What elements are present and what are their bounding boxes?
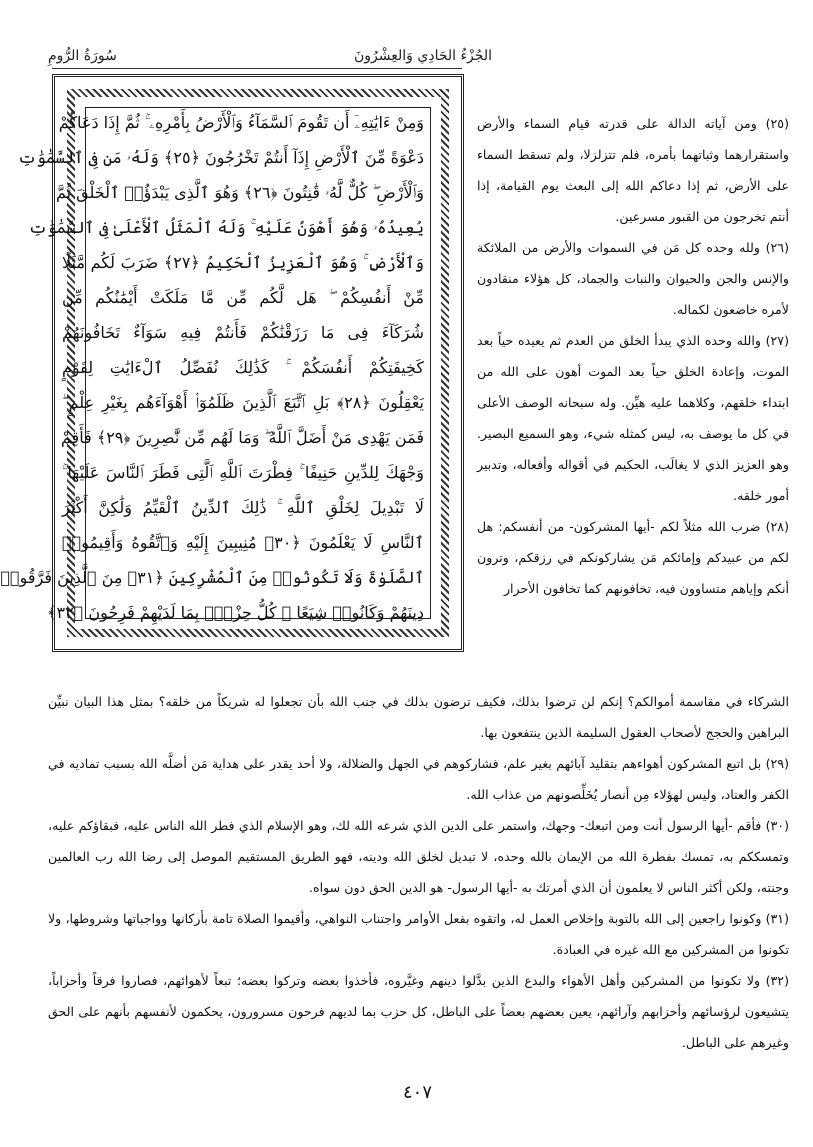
quran-line: ٱلنَّاسِ لَا يَعْلَمُونَ ﴿٣٠﴾ مُنِيبِينَ إِلَيْهِ وَٱتَّقُوهُ وَأَقِيمُوا۟ xyxy=(62,533,424,552)
tafsir-full-width xyxy=(48,686,789,1058)
tafsir-paragraph: (٢٥) ومن آياته الدالة على قدرته قيام السماء والأرض واستقرارهما وثباتهما بأمره، فلم تتزلزلا، ولم تسقط السماء على الأرض، ثم إذا دعاكم الله إلى البعث يوم القيامة، إذا أنتم تخرجون من القبور مسرعين. xyxy=(477,116,789,224)
quran-line: دَعْوَةً مِّنَ ٱلْأَرْضِ إِذَآ أَنتُمْ تَخْرُجُونَ ﴿٢٥﴾ وَلَهُۥ مَن فِى ٱلسَّمَٰوَٰتِ xyxy=(17,148,424,167)
quran-line: شُرَكَآءَ فِى مَا رَزَقْنَٰكُمْ فَأَنتُمْ فِيهِ سَوَآءٌ تَخَافُونَهُمْ xyxy=(62,323,424,342)
tafsir-paragraph: (٢٦) ولله وحده كل مَن في السموات والأرض من الملائكة والإنس والجن والحيوان والنبات والجماد، كل هؤلاء منقادون لأمره خاضعون لكماله. xyxy=(477,240,789,317)
quran-line: كَخِيفَتِكُمْ أَنفُسَكُمْ ۚ كَذَٰلِكَ نُفَصِّلُ ٱلْءَايَٰتِ لِقَوْمٍ xyxy=(62,358,424,377)
tafsir-paragraph: (٣١) وكونوا راجعين إلى الله بالتوبة وإخلاص العمل له، واتقوه بفعل الأوامر واجتناب النواهي، وأقيموا الصلاة تامة بأركانها وواجباتها وشروطها، ولا تكونوا من المشركين مع الله غيره في العبادة. xyxy=(48,911,789,957)
tafsir-side-column xyxy=(477,108,789,604)
tafsir-paragraph: (٣٠) فأقم -أيها الرسول أنت ومن اتبعك- وجهك، واستمر على الدين الذي شرعه الله لك، وهو الإسلام الذي فطر الله الناس عليه، فبقاؤكم عليه، وتمسككم به، تمسك بفطرة الله من الإيمان بالله وحده، لا تبديل لخلق الله ودينه، فهو الطريق المستقيم الموصل إلى رضا الله رب العالمين وجنته، ولكن أكثر الناس لا يعلمون أن الذي أمرتك به -أيها الرسول- هو الدين الحق دون سواه. xyxy=(48,818,789,895)
tafsir-paragraph: (٢٧) والله وحده الذي يبدأ الخلق من العدم ثم يعيده حياً بعد الموت، وإعادة الخلق حياً بعد الموت أهون على الله من ابتداء خلقهم، وكلاهما عليه هيِّن. وله سبحانه الوصف الأعلى في كل ما يوصف به، ليس كمثله شيء، وهو السميع البصير. وهو العزيز الذي لا يغالَب، الحكيم في أقواله وأفعاله، وتدبير أمور خلقه. xyxy=(477,333,789,503)
quran-line: وَٱلْأَرْضِ ۚ وَهُوَ ٱلْعَزِيزُ ٱلْحَكِيمُ ﴿٢٧﴾ ضَرَبَ لَكُم مَّثَلًا xyxy=(62,253,424,272)
quran-line: وَمِنْ ءَايَٰتِهِۦٓ أَن تَقُومَ ٱلسَّمَآءُ وَٱلْأَرْضُ بِأَمْرِهِۦ ۚ ثُمَّ إِذَا دَعَاكُمْ xyxy=(58,113,424,132)
quran-line: وَٱلْأَرْضِ ۖ كُلٌّ لَّهُۥ قَٰنِتُونَ ﴿٢٦﴾ وَهُوَ ٱلَّذِى يَبْدَؤُا۟ ٱلْخَلْقَ ثُمَّ xyxy=(55,183,424,202)
quran-line: وَجْهَكَ لِلدِّينِ حَنِيفًا ۚ فِطْرَتَ ٱللَّهِ ٱلَّتِى فَطَرَ ٱلنَّاسَ عَلَيْهَا ۚ xyxy=(62,463,424,482)
tafsir-paragraph: (٣٢) ولا تكونوا من المشركين وأهل الأهواء والبدع الذين بدَّلوا دينهم وغيَّروه، فأخذوا بعضه وتركوا بعضه؛ تبعاً لأهوائهم، فصاروا فرقاً وأحزاباً، يتشيعون لرؤسائهم وأحزابهم وآرائهم، يعين بعضهم بعضاً على الباطل، كل حزب بما لديهم فرحون مسرورون، يحكمون لأنفسهم بأنهم على الحق وغيرهم على الباطل. xyxy=(48,973,789,1050)
juz-name-header: الجُزْءُ الحَادِي وَالعِشْرُونَ xyxy=(354,48,492,64)
quran-line: لَا تَبْدِيلَ لِخَلْقِ ٱللَّهِ ۚ ذَٰلِكَ ٱلدِّينُ ٱلْقَيِّمُ وَلَٰكِنَّ أَكْثَرَ xyxy=(62,498,425,517)
tafsir-paragraph: (٢٨) ضرب الله مثلاً لكم -أيها المشركون- من أنفسكم: هل لكم من عبيدكم وإمائكم مَن يشاركونكم في رزقكم، وترون أنكم وإياهم متساوون فيه، تخافونهم كما تخافون الأحرار xyxy=(477,519,789,596)
quran-line: يُعِيدُهُۥ وَهُوَ أَهْوَنُ عَلَيْهِ ۚ وَلَهُ ٱلْمَثَلُ ٱلْأَعْلَىٰ فِى ٱلسَّمَٰوَٰتِ xyxy=(28,218,424,237)
quran-line: ٱلصَّلَوٰةَ وَلَا تَكُونُوا۟ مِنَ ٱلْمُشْرِكِينَ ﴿٣١﴾ مِنَ ٱلَّذِينَ فَرَّقُوا۟ xyxy=(0,568,424,587)
quran-line: فَمَن يَهْدِى مَنْ أَضَلَّ ٱللَّهُ ۖ وَمَا لَهُم مِّن نَّٰصِرِينَ ﴿٢٩﴾ فَأَقِمْ xyxy=(60,428,424,447)
quran-line: دِينَهُمْ وَكَانُوا۟ شِيَعًا ۖ كُلُّ حِزْبٍۭ بِمَا لَدَيْهِمْ فَرِحُونَ ﴿٣٢﴾ xyxy=(47,603,424,622)
quran-line: مِّنْ أَنفُسِكُمْ ۖ هَل لَّكُم مِّن مَّا مَلَكَتْ أَيْمَٰنُكُم مِّن xyxy=(62,288,424,307)
tafsir-paragraph: (٢٩) بل اتبع المشركون أهواءهم بتقليد آبائهم بغير علم، فشاركوهم في الجهل والضلالة، ولا أحد يقدر على هداية مَن أضلَّه الله بسبب تماديه في الكفر والعناد، وليس لهؤلاء مِن أنصار يُخَلِّصونهم من عذاب الله. xyxy=(48,756,789,802)
surah-name-header: سُورَةُ الرُّومِ xyxy=(48,48,117,64)
header-divider xyxy=(52,68,462,69)
tafsir-paragraph: الشركاء في مقاسمة أموالكم؟ إنكم لن ترضوا بذلك، فكيف ترضون بذلك في جنب الله بأن تجعلوا له شريكاً من خلقه؟ بمثل هذا البيان نبيِّن البراهين والحجج لأصحاب العقول السليمة الذين ينتفعون بها. xyxy=(48,694,789,740)
quran-line: يَعْقِلُونَ ﴿٢٨﴾ بَلِ ٱتَّبَعَ ٱلَّذِينَ ظَلَمُوٓا۟ أَهْوَآءَهُم بِغَيْرِ عِلْمٍ ۖ xyxy=(62,393,424,412)
page-number: ٤٠٧ xyxy=(402,1082,432,1103)
